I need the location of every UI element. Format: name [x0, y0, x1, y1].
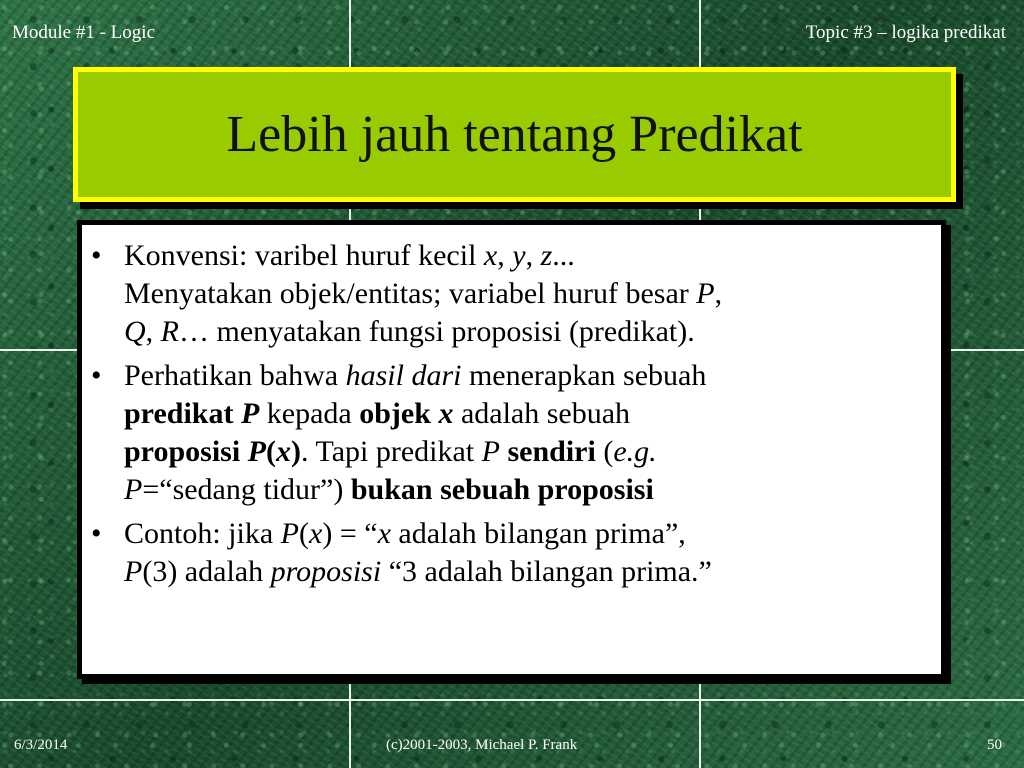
text-run: , — [497, 239, 513, 272]
text-run: =“sedang tidur”) — [142, 473, 351, 506]
bullet-icon: • — [91, 517, 102, 550]
bullet-line — [124, 359, 706, 392]
slide-title: Lebih jauh tentang Predikat — [226, 105, 803, 163]
text-run: , — [714, 277, 723, 310]
bullet-line — [124, 555, 712, 588]
text-run: ) — [291, 435, 301, 468]
footer-date: 6/3/2014 — [14, 737, 68, 753]
text-run: adalah bilangan prima”, — [390, 517, 686, 550]
bullet-item — [91, 357, 923, 509]
text-run: Menyatakan objek/entitas; variabel huruf besar — [124, 277, 697, 310]
footer-copyright: (c)2001-2003, Michael P. Frank — [386, 737, 578, 753]
text-run: P — [240, 397, 260, 430]
text-run: adalah sebuah — [453, 397, 631, 430]
bullet-line — [124, 315, 695, 348]
text-run: , — [525, 239, 541, 272]
text-run: … menyatakan fungsi proposisi (predikat). — [179, 315, 695, 348]
text-run: . Tapi predikat — [301, 435, 482, 468]
text-run: Contoh: jika — [124, 517, 281, 550]
title-box — [73, 67, 956, 202]
text-run: sendiri — [507, 435, 596, 468]
text-run: x — [377, 517, 391, 550]
bullet-list — [82, 225, 941, 591]
text-run: P — [696, 277, 715, 310]
text-run: “3 adalah bilangan prima.” — [381, 555, 712, 588]
bullet-line — [124, 517, 686, 550]
text-run: proposisi — [270, 555, 382, 588]
text-run: bukan sebuah proposisi — [350, 473, 654, 506]
bullet-line — [124, 397, 630, 430]
bullet-item — [91, 515, 923, 591]
text-run: x — [483, 239, 498, 272]
bullet-line — [124, 277, 722, 310]
text-run: P — [124, 555, 143, 588]
text-run: predikat — [124, 397, 241, 430]
text-run: R — [160, 315, 179, 348]
bullet-line — [124, 239, 575, 272]
text-run: proposisi — [124, 435, 248, 468]
bullet-line — [124, 435, 657, 468]
text-run: x — [276, 435, 291, 468]
text-run: ... — [552, 239, 575, 272]
bullet-icon: • — [91, 239, 102, 272]
text-run: y — [512, 239, 526, 272]
text-run: P — [280, 517, 299, 550]
page-number: 50 — [987, 737, 1002, 753]
content-box — [77, 220, 946, 679]
text-run: objek — [359, 397, 439, 430]
text-run: ( — [266, 435, 276, 468]
text-run: P — [247, 435, 266, 468]
text-run: P — [124, 473, 143, 506]
text-run: x — [438, 397, 454, 430]
text-run: Konvensi: varibel huruf kecil — [124, 239, 484, 272]
text-run: ) = “ — [322, 517, 378, 550]
text-run: hasil dari — [345, 359, 462, 392]
module-label: Module #1 - Logic — [12, 22, 156, 43]
grid-line-horizontal — [0, 699, 1024, 701]
text-run: Perhatikan bahwa — [124, 359, 346, 392]
text-run: e.g. — [613, 435, 657, 468]
text-run: z — [540, 239, 553, 272]
text-run: x — [309, 517, 323, 550]
topic-label: Topic #3 – logika predikat — [805, 22, 1006, 43]
text-run: , — [145, 315, 161, 348]
text-run: Q — [124, 315, 146, 348]
bullet-line — [124, 473, 654, 506]
text-run: (3) adalah — [142, 555, 271, 588]
text-run: ( — [595, 435, 614, 468]
bullet-item — [91, 237, 923, 351]
text-run: menerapkan sebuah — [461, 359, 707, 392]
bullet-icon: • — [91, 359, 102, 392]
text-run: P — [481, 435, 500, 468]
text-run: kepada — [259, 397, 360, 430]
text-run: ( — [299, 517, 309, 550]
